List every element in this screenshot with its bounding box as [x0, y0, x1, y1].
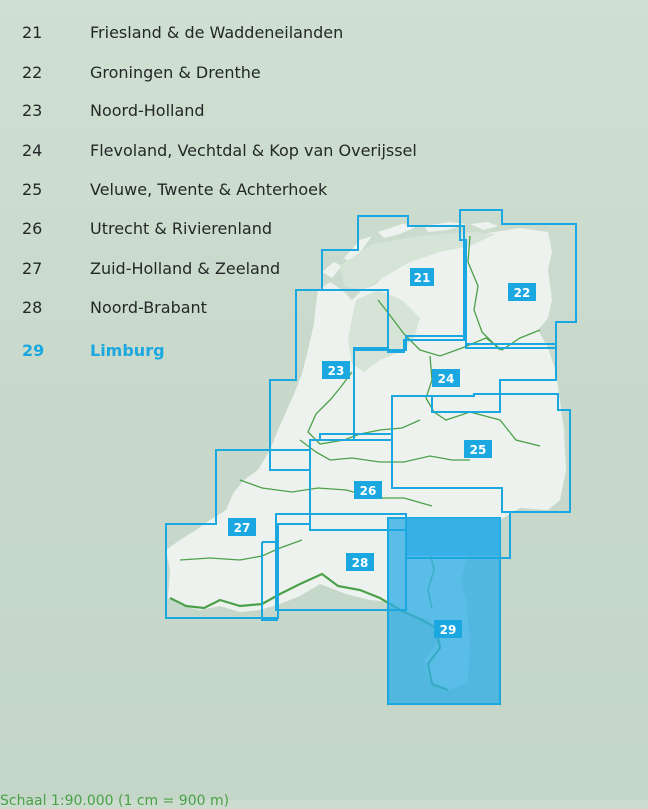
sheet-label-27[interactable]: [228, 518, 256, 536]
index-item-label: Noord-Holland: [90, 101, 205, 120]
sheet-label-28[interactable]: [346, 553, 374, 571]
sheet-label-text: 25: [469, 443, 487, 457]
index-item-label: Friesland & de Waddeneilanden: [90, 23, 344, 42]
sheet-label-text: 28: [351, 556, 369, 570]
index-item-label: Veluwe, Twente & Achterhoek: [90, 180, 328, 199]
index-item-label: Zuid-Holland & Zeeland: [90, 259, 281, 278]
sheet-label-29[interactable]: [434, 620, 462, 638]
index-item-label: Noord-Brabant: [90, 298, 207, 317]
sheet-label-23[interactable]: [322, 361, 350, 379]
sheet-label-text: 27: [233, 521, 251, 535]
index-item-label: Groningen & Drenthe: [90, 63, 261, 82]
index-item-number: 27: [22, 259, 43, 278]
index-item-label: Utrecht & Rivierenland: [90, 219, 272, 238]
wadden-island: [470, 222, 498, 230]
index-item-number: 25: [22, 180, 43, 199]
sheet-label-21[interactable]: [410, 268, 434, 286]
sheet-label-26[interactable]: [354, 481, 382, 499]
index-item-number: 22: [22, 63, 43, 82]
sheet-label-text: 29: [439, 623, 457, 637]
index-item-label: Limburg: [90, 341, 165, 360]
index-item-number: 24: [22, 141, 43, 160]
index-item-label: Flevoland, Vechtdal & Kop van Overijssel: [90, 141, 417, 160]
land-mass: [166, 222, 566, 690]
index-item-number: 23: [22, 101, 43, 120]
sheet-label-25[interactable]: [464, 440, 492, 458]
sheet-label-text: 26: [359, 484, 377, 498]
sheet-label-22[interactable]: [508, 283, 536, 301]
sheet-label-24[interactable]: [432, 369, 460, 387]
index-item-number: 28: [22, 298, 43, 317]
sheet-29-area-top: [406, 518, 500, 556]
index-item-number: 29: [22, 341, 45, 360]
sheet-label-text: 24: [437, 372, 455, 386]
scale-caption: Schaal 1:90.000 (1 cm = 900 m): [0, 793, 230, 809]
index-item-number: 21: [22, 23, 43, 42]
sheet-label-text: 22: [513, 286, 531, 300]
sheet-label-text: 23: [327, 364, 345, 378]
sheet-label-text: 21: [413, 271, 431, 285]
index-item-number: 26: [22, 219, 43, 238]
wadden-island: [322, 262, 342, 278]
